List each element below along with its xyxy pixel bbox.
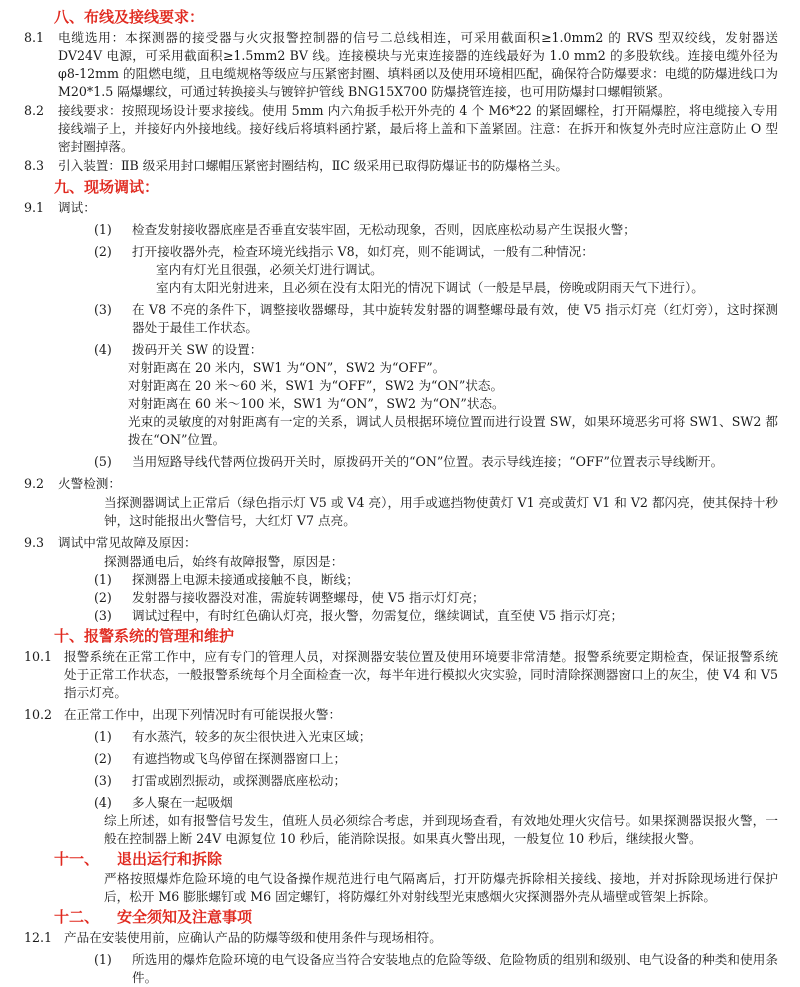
list-marker: (4) (94, 342, 112, 357)
section-11-number: 十一、 (54, 850, 100, 868)
list-marker: (3) (94, 608, 112, 623)
list-subline: 室内有太阳光射进来，且必须在没有太阳光的情况下调试（一般是早晨，傍晚或阴雨天气下进行）。 (156, 280, 704, 295)
section-9-title: 现场调试： (84, 178, 160, 196)
para-8-3 (24, 157, 778, 175)
para-text: 严格按照爆炸危险环境的电气设备操作规范进行电气隔离后，打开防爆壳拆除相关接线、接地，并对拆除现场进行保护后，松开 M6 膨胀螺钉或 M6 固定螺钉，将防爆红外对射线型光束感烟火灾探测器外壳从墙壁或管架上拆除。 (104, 871, 778, 904)
para-text: 探测器通电后，始终有故障报警，原因是： (104, 554, 344, 569)
para-text: 引入装置：ⅡB 级采用封口螺帽压紧密封圈结构，ⅡC 级采用已取得防爆证书的防爆格兰头。 (58, 158, 568, 173)
list-marker: (1) (94, 572, 112, 587)
section-10-title: 报警系统的管理和维护 (84, 627, 235, 645)
list-text: 有水蒸汽，较多的灰尘很快进入光束区域； (132, 729, 372, 744)
list-item (24, 589, 778, 607)
list-marker: (4) (94, 795, 112, 810)
list-marker: (1) (94, 729, 112, 744)
list-text: 检查发射接收器底座是否垂直安装牢固，无松动现象，否则，因底座松动易产生误报火警； (132, 222, 636, 237)
list-marker: (1) (94, 222, 112, 237)
section-12-heading (24, 906, 778, 928)
list-text: 打雷或剧烈振动，或探测器底座松动； (132, 773, 347, 788)
section-11-heading (24, 848, 778, 870)
para-9-3 (24, 534, 778, 552)
list-marker: (3) (94, 773, 112, 788)
list-item (24, 243, 778, 261)
list-subline: 对射距离在 20 米内，SW1 为“ON”，SW2 为“OFF”。 (128, 360, 446, 375)
para-number: 9.1 (24, 200, 45, 215)
list-subline: 室内有灯光且很强，必须关灯进行调试。 (156, 262, 383, 277)
list-item (24, 750, 778, 768)
list-marker: (1) (94, 952, 112, 967)
para-8-2 (24, 102, 778, 156)
para-number: 8.1 (24, 30, 45, 45)
para-text: 综上所述，如有报警信号发生，值班人员必须综合考虑，并到现场查看，有效地处理火灾信号。如果探测器误报火警，一般在控制器上断 24V 电源复位 10 秒后，能消除误报。如果真火警出现，一般复位 10 秒后，继续报火警。 (104, 813, 778, 846)
section-9-heading (24, 176, 778, 198)
list-item (24, 221, 778, 239)
section-9-number: 九、 (54, 178, 85, 196)
para-number: 10.1 (24, 649, 53, 664)
list-item (24, 453, 778, 471)
para-title: 调试： (58, 200, 96, 215)
list-subline: 对射距离在 60 米～100 米，SW1 为“ON”，SW2 为“ON”状态。 (128, 396, 505, 411)
list-text: 发射器与接收器没对准，需旋转调整螺母，使 V5 指示灯灯亮； (132, 590, 485, 605)
para-number: 8.3 (24, 158, 45, 173)
para-text: 电缆选用：本探测器的接受器与火灾报警控制器的信号二总线相连，可采用截面积≥1.0mm2 的 RVS 型双绞线，发射器送 DV24V 电源，可采用截面积≥1.5mm2 BV 线。连接模块与光束连接器的连线最好为 1.0 mm2 的多股软线。连接电缆外径为φ8-12mm 的阻燃电缆，且电缆规格等级应与压紧密封圈、填料函以及使用环境相匹配，确保符合防爆要求：电缆的防爆进线口为 M20*1.5 隔爆螺纹，可通过转换接头与镀锌护管线 BNG15X700 防爆挠管连接，也可用防爆封口螺帽锁紧。 (58, 30, 778, 99)
para-text: 当探测器调试上正常后（绿色指示灯 V5 或 V4 亮），用手或遮挡物使黄灯 V1 亮或黄灯 V1 和 V2 都闪亮，使其保持十秒钟，这时能报出火警信号，大红灯 V7 点亮。 (104, 495, 778, 528)
section-8-heading (24, 6, 778, 28)
para-10-1 (24, 648, 778, 702)
para-8-1 (24, 29, 778, 101)
list-item (24, 772, 778, 790)
section-8-number: 八、 (54, 8, 85, 26)
list-text: 有遮挡物或飞鸟停留在探测器窗口上； (132, 751, 347, 766)
list-item (24, 794, 778, 812)
list-marker: (5) (94, 454, 112, 469)
section-10-number: 十、 (54, 627, 85, 645)
section-10-heading (24, 625, 778, 647)
para-text: 报警系统在正常工作中，应有专门的管理人员，对探测器安装位置及使用环境要非常清楚。报警系统要定期检查，保证报警系统处于正常工作状态，一般报警系统每个月全面检查一次，每半年进行模拟火灾实验，同时清除探测器窗口上的灰尘，使 V4 和 V5 指示灯亮。 (64, 649, 778, 700)
list-marker: (2) (94, 590, 112, 605)
list-marker: (3) (94, 302, 112, 317)
section-8-title: 布线及接线要求： (84, 8, 205, 26)
para-number: 9.3 (24, 535, 45, 550)
list-item (24, 728, 778, 746)
section-11-title: 退出运行和拆除 (117, 850, 223, 868)
section-12-number: 十二、 (54, 908, 100, 926)
para-number: 12.1 (24, 930, 53, 945)
list-marker: (2) (94, 751, 112, 766)
para-title: 火警检测： (58, 476, 121, 491)
para-10-2 (24, 706, 778, 724)
para-title: 在正常工作中，出现下列情况时有可能误报火警： (64, 707, 342, 722)
para-9-1 (24, 199, 778, 217)
para-number: 9.2 (24, 476, 45, 491)
list-text: 在 V8 不亮的条件下，调整接收器螺母，其中旋转发射器的调整螺母最有效，使 V5 指示灯亮（红灯旁），这时探测器处于最佳工作状态。 (132, 302, 778, 335)
list-subline: 对射距离在 20 米～60 米，SW1 为“OFF”，SW2 为“ON”状态。 (128, 378, 504, 393)
list-text: 调试过程中，有时红色确认灯亮，报火警，勿需复位，继续调试，直至使 V5 指示灯亮； (132, 608, 624, 623)
list-text: 拨码开关 SW 的设置： (132, 342, 263, 357)
list-marker: (2) (94, 244, 112, 259)
list-item (24, 951, 778, 987)
para-9-2 (24, 475, 778, 493)
list-item (24, 301, 778, 337)
para-number: 8.2 (24, 103, 45, 118)
list-subline: 光束的灵敏度的对射距离有一定的关系，调试人员根据环境位置而进行设置 SW，如果环境恶劣可将 SW1、SW2 都拨在“ON”位置。 (128, 414, 778, 447)
para-text: 接线要求：按照现场设计要求接线。使用 5mm 内六角扳手松开外壳的 4 个 M6*22 的紧固螺栓，打开隔爆腔，将电缆接入专用接线端子上，并接好内外接地线。接好线后将填料函拧紧，最后将上盖和下盖紧固。注意：在拆开和恢复外壳时应注意防止 O 型密封圈掉落。 (58, 103, 778, 154)
list-text: 探测器上电源未接通或接触不良，断线； (132, 572, 359, 587)
list-item (24, 571, 778, 589)
list-text: 打开接收器外壳，检查环境光线指示 V8，如灯亮，则不能调试，一般有二种情况： (132, 244, 594, 259)
list-text: 多人聚在一起吸烟 (132, 795, 233, 810)
list-text: 所选用的爆炸危险环境的电气设备应当符合安装地点的危险等级、危险物质的组别和级别、电气设备的种类和使用条件。 (132, 952, 778, 985)
para-text: 产品在安装使用前，应确认产品的防爆等级和使用条件与现场相符。 (64, 930, 442, 945)
list-item (24, 607, 778, 625)
section-12-title: 安全须知及注意事项 (117, 908, 253, 926)
para-12-1 (24, 929, 778, 947)
list-text: 当用短路导线代替两位拨码开关时，原拨码开关的“ON”位置。表示导线连接；“OFF”位置表示导线断开。 (132, 454, 724, 469)
para-number: 10.2 (24, 707, 53, 722)
list-item (24, 341, 778, 359)
para-title: 调试中常见故障及原因： (58, 535, 197, 550)
